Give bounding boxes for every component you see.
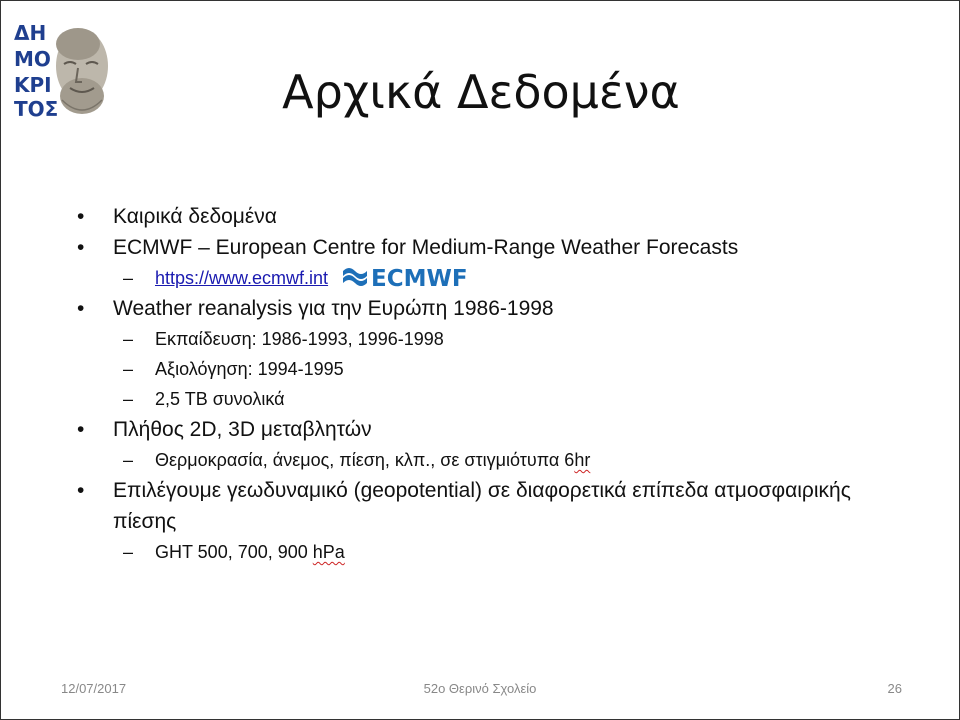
sub-bullet-ecmwf-link: [73, 263, 873, 293]
ecmwf-logo-icon: [341, 264, 483, 290]
bullet-variables: [73, 414, 873, 445]
bullet-ecmwf: [73, 232, 873, 263]
svg-text:ΤΟΣ: ΤΟΣ: [14, 97, 59, 120]
bullet-text: ECMWF – European Centre for Medium-Range Weather Forecasts: [113, 236, 739, 259]
slide-content: [73, 201, 873, 567]
sub-bullet-variables: [73, 445, 873, 475]
svg-text:ΚΡΙ: ΚΡΙ: [14, 73, 52, 97]
sub-bullet-text: Εκπαίδευση: 1986-1993, 1996-1998: [155, 329, 444, 349]
demokritos-logo: [12, 14, 116, 120]
bullet-dot: •: [77, 236, 85, 259]
sub-bullet-training: [73, 324, 873, 354]
svg-text:ECMWF: ECMWF: [371, 266, 468, 291]
sub-bullet-text: Θερμοκρασία, άνεμος, πίεση, κλπ., σε στιγμιότυπα 6: [155, 450, 575, 470]
sub-bullet-ght: [73, 537, 873, 567]
sub-bullet-text: Αξιολόγηση: 1994-1995: [155, 359, 344, 379]
bullet-text: Πλήθος 2D, 3D μεταβλητών: [113, 418, 372, 441]
ecmwf-link[interactable]: https://www.ecmwf.int: [155, 268, 329, 288]
spellcheck-word: hr: [574, 450, 591, 470]
dash: –: [123, 450, 134, 470]
slide-title: Αρχικά Δεδομένα: [282, 65, 680, 119]
bullet-dot: •: [77, 479, 85, 502]
svg-text:ΔΗ: ΔΗ: [14, 21, 47, 45]
dash: –: [123, 268, 134, 288]
bullet-text: Weather reanalysis για την Ευρώπη 1986-1998: [113, 297, 554, 320]
spellcheck-word: hPa: [312, 542, 345, 562]
dash: –: [123, 359, 134, 379]
footer-center: 52ο Θερινό Σχολείο: [423, 681, 537, 696]
bullet-dot: •: [77, 297, 85, 320]
footer-page-number: 26: [887, 681, 902, 696]
bullet-geopotential: [73, 475, 873, 537]
footer-date: 12/07/2017: [61, 681, 127, 696]
sub-bullet-total: [73, 384, 873, 414]
bullet-weather-data: [73, 201, 873, 232]
svg-text:ΜΟ: ΜΟ: [14, 47, 51, 71]
bullet-dot: •: [77, 418, 85, 441]
demokritos-head-logo-icon: [12, 14, 116, 120]
dash: –: [123, 329, 134, 349]
dash: –: [123, 542, 134, 562]
sub-bullet-evaluation: [73, 354, 873, 384]
bullet-reanalysis: [73, 293, 873, 324]
ecmwf-logo: [341, 264, 483, 290]
sub-bullet-text: GHT 500, 700, 900: [155, 542, 313, 562]
bullet-dot: •: [77, 205, 85, 228]
sub-bullet-text: 2,5 TB συνολικά: [155, 389, 285, 409]
bullet-text: Καιρικά δεδομένα: [113, 205, 277, 228]
dash: –: [123, 389, 134, 409]
bullet-text: Επιλέγουμε γεωδυναμικό (geopotential) σε διαφορετικά επίπεδα ατμοσφαιρικής πίεσης: [113, 479, 851, 533]
